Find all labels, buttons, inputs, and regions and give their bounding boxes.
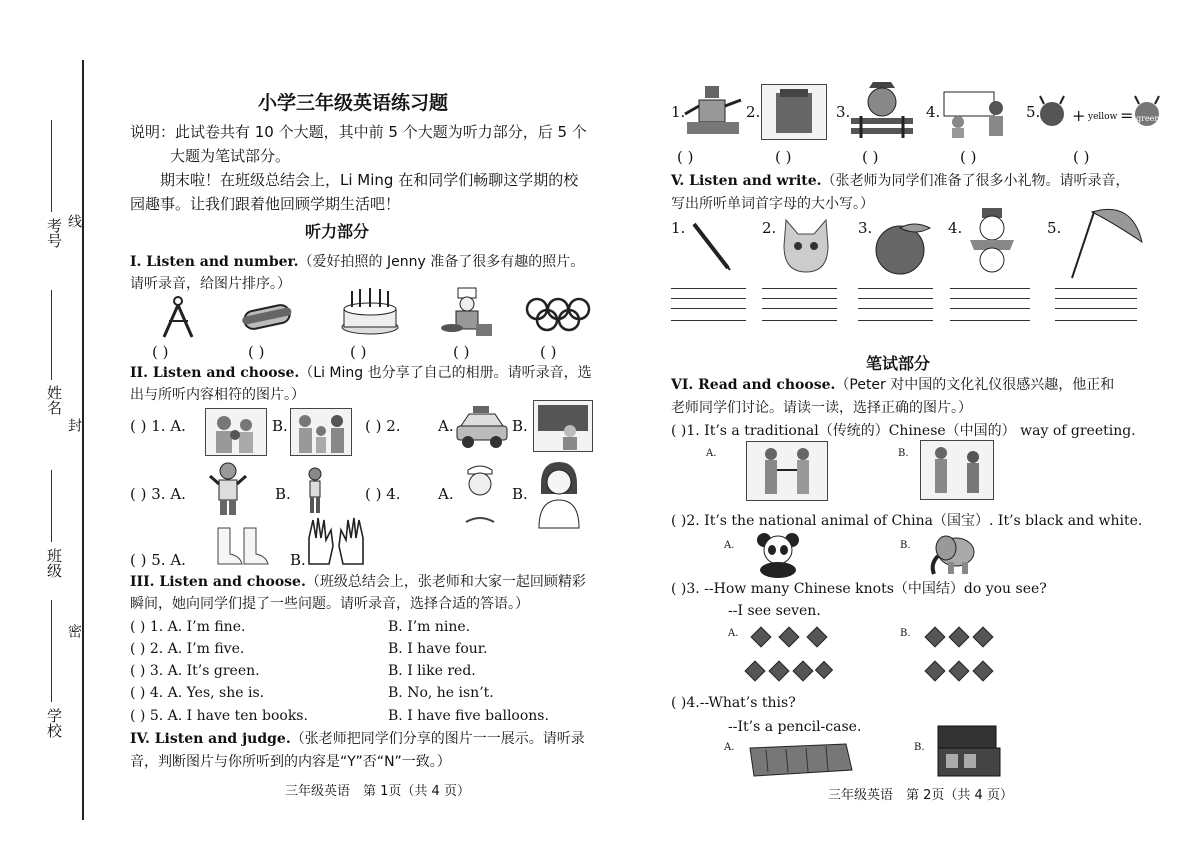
yellow-label: yellow — [1088, 112, 1118, 122]
description-line2: 大题为笔试部分。 — [170, 147, 291, 165]
writing-line[interactable] — [858, 308, 933, 309]
top-num-4: 4. — [926, 103, 941, 121]
feet-icon — [212, 526, 274, 568]
label-xian: 线 — [66, 214, 82, 228]
doctor-icon — [533, 460, 585, 530]
binding-line — [82, 60, 84, 820]
page-title: 小学三年级英语练习题 — [258, 92, 449, 114]
option-b-label: B. — [900, 540, 911, 551]
umbrella-icon — [1062, 202, 1146, 282]
robot-icon — [683, 84, 743, 136]
section5-text2: 写出所听单词首字母的大小写。） — [671, 196, 874, 212]
handshake-greeting-icon — [746, 441, 828, 501]
chinese-knots-seven-icon — [748, 626, 832, 690]
s2-item3-lead: ( ) 3. A. — [130, 485, 186, 503]
s3-item5-a: ( ) 5. A. I have ten books. — [130, 708, 308, 724]
s3-item4-b: B. No, he isn’t. — [388, 685, 494, 701]
top-num-5: 5. — [1026, 103, 1041, 121]
section6-title: VI. Read and choose. — [671, 377, 836, 393]
s3-item3-a: ( ) 3. A. It’s green. — [130, 663, 260, 679]
question-1: ( )1. It’s a traditional（传统的）Chinese（中国的） way of greeting. — [671, 423, 1136, 439]
intro-line2: 园趣事。让我们跟着他回顾学期生活吧！ — [130, 195, 401, 213]
writing-line[interactable] — [762, 320, 837, 321]
top-num-1: 1. — [671, 103, 686, 121]
section4-text2: 音，判断图片与你所听到的内容是“Y”否“N”一致。） — [130, 754, 451, 770]
writing-line[interactable] — [1055, 308, 1137, 309]
writing-line[interactable] — [1055, 320, 1137, 321]
section5-text1: （张老师为同学们准备了很多小礼物。请听录音， — [821, 173, 1130, 189]
blank-class — [51, 470, 52, 542]
writing-line[interactable] — [950, 298, 1030, 299]
writing-line[interactable] — [671, 288, 746, 289]
green-label: green — [1136, 114, 1160, 123]
s2-item5-lead: ( ) 5. A. — [130, 551, 186, 569]
question-4: ( )4.--What’s this? — [671, 695, 796, 711]
box-chair-icon — [761, 84, 827, 140]
section5-instruction — [671, 172, 1130, 191]
section1-text2: 请听录音，给图片排序。） — [130, 276, 291, 292]
s5-num-1: 1. — [671, 219, 686, 237]
top-num-2: 2. — [746, 103, 761, 121]
question-3-answer: --I see seven. — [728, 603, 821, 619]
answer-blank[interactable]: ( ) — [960, 148, 977, 166]
option-b-label: B. — [898, 448, 909, 459]
section6-text2: 老师同学们讨论。请读一读，选择正确的图片。） — [671, 400, 972, 416]
written-heading: 笔试部分 — [866, 354, 931, 373]
section1-title: I. Listen and number. — [130, 254, 299, 270]
writing-line[interactable] — [671, 308, 746, 309]
s2-item5-b: B. — [290, 551, 306, 569]
chinese-knots-six-icon — [922, 626, 996, 690]
section3-text1: （班级总结会上，张老师和大家一起回顾精彩 — [305, 574, 586, 590]
top-num-3: 3. — [836, 103, 851, 121]
option-a-label: A. — [724, 540, 735, 551]
label-name: 姓名 — [45, 385, 63, 415]
orange-icon — [870, 220, 940, 276]
s2-item4-b: B. — [512, 485, 528, 503]
s2-item4-lead: ( ) 4. — [365, 485, 401, 503]
option-a-label: A. — [728, 628, 739, 639]
s3-item2-a: ( ) 2. A. I’m five. — [130, 641, 245, 657]
page1-footer: 三年级英语 第 1页（共 4 页） — [285, 784, 470, 799]
section6-text1: （Peter 对中国的文化礼仪很感兴趣，他正和 — [835, 377, 1115, 393]
blank-school — [51, 600, 52, 702]
writing-line[interactable] — [762, 288, 837, 289]
s5-num-3: 3. — [858, 219, 873, 237]
s2-item2-a: A. — [438, 417, 454, 435]
strong-boy-icon — [208, 462, 248, 517]
s3-item5-b: B. I have five balloons. — [388, 708, 549, 724]
blank-name — [51, 290, 52, 380]
family-photo-icon — [205, 408, 267, 456]
description-line1: 说明：此试卷共有 10 个大题，其中前 5 个大题为听力部分，后 5 个 — [130, 123, 587, 141]
nurse-icon — [460, 462, 500, 530]
elephant-icon — [924, 530, 980, 578]
section5-title: V. Listen and write. — [671, 173, 822, 189]
section2-title: II. Listen and choose. — [130, 365, 300, 381]
s2-item2-lead: ( ) 2. — [365, 417, 401, 435]
page2-footer: 三年级英语 第 2页（共 4 页） — [828, 788, 1013, 803]
olympic-rings-icon — [525, 295, 591, 335]
writing-line[interactable] — [858, 288, 933, 289]
s3-item2-b: B. I have four. — [388, 641, 488, 657]
answer-blank[interactable]: ( ) — [775, 148, 792, 166]
cook-icon — [440, 288, 495, 338]
answer-blank[interactable]: ( ) — [248, 343, 265, 361]
cat-icon — [776, 216, 836, 276]
blank-kaohao — [51, 120, 52, 212]
writing-line[interactable] — [762, 298, 837, 299]
s2-item4-a: A. — [438, 485, 454, 503]
s2-item3-b: B. — [275, 485, 291, 503]
writing-line[interactable] — [858, 298, 933, 299]
answer-blank[interactable]: ( ) — [350, 343, 367, 361]
question-4-answer: --It’s a pencil-case. — [728, 719, 862, 735]
intro-line1: 期末啦！在班级总结会上，Li Ming 在和同学们畅聊这学期的校 — [160, 171, 579, 189]
writing-line[interactable] — [858, 320, 933, 321]
answer-blank[interactable]: ( ) — [677, 148, 694, 166]
section4-text1: （张老师把同学们分享的图片一一展示。请听录 — [290, 731, 585, 747]
classroom-icon — [938, 88, 1018, 138]
plus-sign: + — [1072, 106, 1086, 125]
writing-line[interactable] — [671, 298, 746, 299]
section1-text1: （爱好拍照的 Jenny 准备了很多有趣的照片。 — [298, 254, 585, 270]
s5-num-5: 5. — [1047, 219, 1062, 237]
answer-blank[interactable]: ( ) — [862, 148, 879, 166]
thin-boy-icon — [302, 467, 328, 515]
writing-line[interactable] — [1055, 288, 1137, 289]
s3-item1-a: ( ) 1. A. I’m fine. — [130, 619, 246, 635]
writing-line[interactable] — [1055, 298, 1137, 299]
hands-icon — [305, 516, 367, 566]
option-b-label: B. — [914, 742, 925, 753]
birthday-cake-icon — [340, 285, 400, 335]
s3-item4-a: ( ) 4. A. Yes, she is. — [130, 685, 265, 701]
section3-title: III. Listen and choose. — [130, 574, 306, 590]
section1-instruction — [130, 253, 584, 272]
family-photo-icon — [290, 408, 352, 456]
blue-monster-icon — [1038, 94, 1066, 134]
teacher-blackboard-icon — [533, 400, 593, 452]
s2-item1-b: B. — [272, 417, 288, 435]
label-class: 班级 — [45, 548, 63, 578]
section2-text1: （Li Ming 也分享了自己的相册。请听录音，选 — [299, 365, 592, 381]
writing-line[interactable] — [950, 320, 1030, 321]
option-a-label: A. — [706, 448, 717, 459]
pumpkin-farmer-icon — [851, 80, 913, 138]
panda-icon — [752, 530, 804, 578]
equals-sign: = — [1120, 106, 1134, 125]
s3-item3-b: B. I like red. — [388, 663, 476, 679]
question-3: ( )3. --How many Chinese knots（中国结）do you see? — [671, 581, 1047, 597]
section2-instruction — [130, 364, 592, 383]
label-school: 学校 — [45, 708, 63, 738]
writing-line[interactable] — [950, 308, 1030, 309]
section6-instruction — [671, 376, 1114, 395]
writing-line[interactable] — [950, 288, 1030, 289]
pen-icon — [690, 222, 734, 272]
section4-instruction — [130, 730, 585, 749]
bow-greeting-icon — [920, 440, 994, 500]
option-b-label: B. — [900, 628, 911, 639]
s5-num-2: 2. — [762, 219, 777, 237]
answer-blank[interactable]: ( ) — [152, 343, 169, 361]
s2-item1-lead: ( ) 1. A. — [130, 417, 186, 435]
writing-line[interactable] — [762, 308, 837, 309]
pencil-box-icon — [934, 722, 1002, 780]
section3-text2: 瞬间，她向同学们提了一些问题。请听录音，选择合适的答语。） — [130, 596, 529, 612]
section2-text2: 出与所听内容相符的图片。） — [130, 387, 305, 403]
label-mi: 密 — [66, 624, 82, 638]
answer-blank[interactable]: ( ) — [453, 343, 470, 361]
option-a-label: A. — [724, 742, 735, 753]
section3-instruction — [130, 573, 586, 592]
pencil-roll-icon — [746, 740, 856, 780]
s2-item2-b: B. — [512, 417, 528, 435]
label-kaohao: 考号 — [45, 218, 63, 248]
section4-title: IV. Listen and judge. — [130, 731, 291, 747]
snowman-icon — [960, 206, 1020, 274]
s3-item1-b: B. I’m nine. — [388, 619, 471, 635]
writing-line[interactable] — [671, 320, 746, 321]
listening-heading: 听力部分 — [305, 222, 370, 241]
label-feng: 封 — [66, 418, 82, 432]
compass-icon — [158, 295, 198, 340]
hotdog-icon — [240, 300, 295, 335]
answer-blank[interactable]: ( ) — [1073, 148, 1090, 166]
question-2: ( )2. It’s the national animal of China（国宝）. It’s black and white. — [671, 513, 1143, 529]
taxi-icon — [455, 404, 510, 450]
answer-blank[interactable]: ( ) — [540, 343, 557, 361]
s5-num-4: 4. — [948, 219, 963, 237]
